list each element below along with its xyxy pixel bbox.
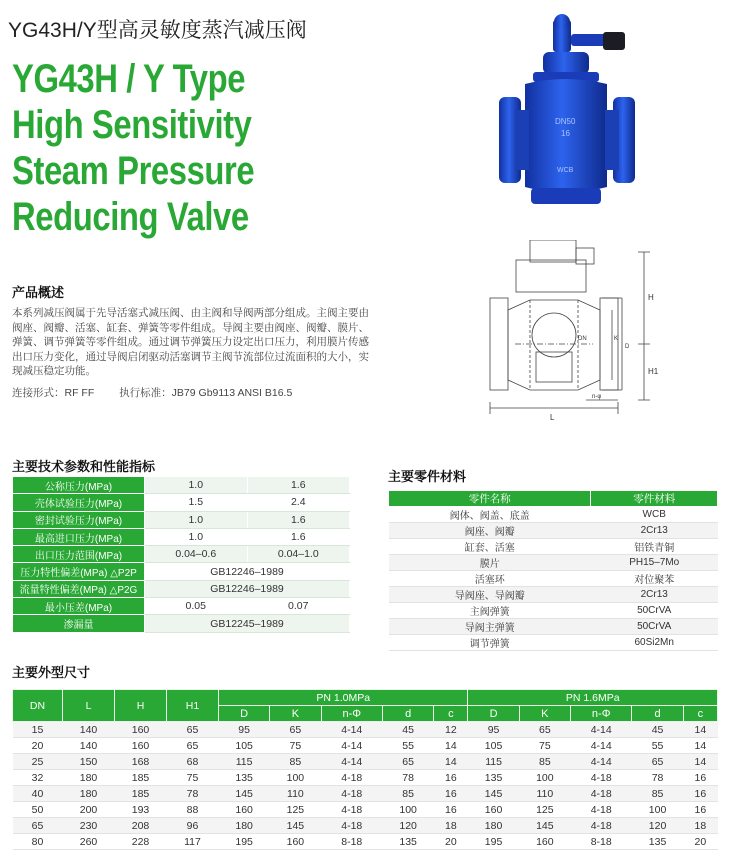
dims-cell: 4-18 (570, 818, 631, 834)
spec-label: 公称压力(MPa) (13, 477, 145, 494)
part-name: 阀体、阀盖、底盖 (389, 507, 591, 523)
spec-row (13, 528, 350, 545)
dims-cell: 185 (115, 770, 167, 786)
title-line-4: Reducing Valve (12, 195, 249, 239)
parts-row (389, 555, 718, 571)
dims-subheader: D (219, 706, 270, 722)
dims-cell: 75 (167, 770, 219, 786)
dims-cell: 4-18 (321, 770, 382, 786)
dims-cell: 16 (434, 786, 468, 802)
connection-type: 连接形式：RF FF (12, 387, 95, 399)
part-material: 2Cr13 (591, 587, 718, 603)
dims-cell: 16 (434, 770, 468, 786)
part-name: 活塞环 (389, 571, 591, 587)
dims-cell: 85 (632, 786, 683, 802)
spec-value-b: 1.6 (247, 511, 350, 528)
overview-heading: 产品概述 (12, 285, 65, 300)
spec-row (13, 546, 350, 563)
parts-row (389, 587, 718, 603)
parts-row (389, 603, 718, 619)
spec-label: 渗漏量 (13, 615, 145, 632)
dims-subheader: c (683, 706, 717, 722)
dims-row (13, 754, 718, 770)
dims-cell: 185 (115, 786, 167, 802)
dims-header-h1: H1 (167, 690, 219, 722)
drawing-label-d: D (625, 344, 630, 350)
dims-cell: 100 (270, 770, 321, 786)
overview-text: 本系列减压阀属于先导活塞式减压阀、由主阀和导阀两部分组成。主阀主要由阀座、阀瓣、活塞、缸套、弹簧等零件组成。导阀主要由阀座、阀瓣、膜片、弹簧、调节弹簧等零件组成。通过调节弹簧压力设定出口压力，利用膜片传感出口压力变化，通过导阀启闭驱动活塞调节主阀节流部位过流面积的大小，实现减压稳定功能。 (12, 307, 369, 377)
spec-value: GB12245–1989 (145, 615, 350, 632)
dims-cell: 16 (683, 786, 717, 802)
dims-subheader: n-Φ (321, 706, 382, 722)
dims-header-h: H (115, 690, 167, 722)
spec-label: 压力特性偏差(MPa) △P2P (13, 563, 145, 580)
dims-cell: 180 (63, 770, 115, 786)
dims-cell: 40 (13, 786, 63, 802)
spec-label: 最小压差(MPa) (13, 598, 145, 615)
drawing-label-nphi: n-φ (592, 394, 602, 400)
dims-cell: 80 (13, 834, 63, 850)
spec-value-a: 0.04–0.6 (145, 546, 248, 563)
spec-table (12, 476, 350, 633)
spec-row (13, 477, 350, 494)
spec-row (13, 580, 350, 597)
part-material: 50CrVA (591, 619, 718, 635)
dims-row (13, 834, 718, 850)
dims-cell: 125 (270, 802, 321, 818)
dims-cell: 195 (468, 834, 519, 850)
dims-cell: 78 (167, 786, 219, 802)
dims-subheader: D (468, 706, 519, 722)
dims-cell: 16 (683, 802, 717, 818)
dims-cell: 4-14 (570, 754, 631, 770)
part-material: 2Cr13 (591, 523, 718, 539)
dims-cell: 78 (383, 770, 434, 786)
part-material: 铝铁青铜 (591, 539, 718, 555)
dims-cell: 65 (383, 754, 434, 770)
dims-cell: 45 (383, 722, 434, 738)
drawing-label-k: K (614, 336, 619, 342)
dims-cell: 160 (519, 834, 570, 850)
dims-cell: 16 (683, 770, 717, 786)
dims-cell: 180 (468, 818, 519, 834)
dims-cell: 145 (219, 786, 270, 802)
dims-cell: 193 (115, 802, 167, 818)
dims-cell: 20 (13, 738, 63, 754)
dims-cell: 4-14 (570, 722, 631, 738)
parts-row (389, 523, 718, 539)
dims-cell: 117 (167, 834, 219, 850)
dims-cell: 85 (519, 754, 570, 770)
dims-cell: 140 (63, 722, 115, 738)
dims-cell: 115 (219, 754, 270, 770)
dims-cell: 8-18 (321, 834, 382, 850)
valve-model-label: DN50 (555, 117, 576, 126)
dims-cell: 65 (519, 722, 570, 738)
drawing-label-dn: DN (578, 336, 587, 342)
dims-cell: 145 (270, 818, 321, 834)
spec-label: 壳体试验压力(MPa) (13, 494, 145, 511)
spec-value-a: 1.0 (145, 528, 248, 545)
dims-cell: 65 (167, 738, 219, 754)
dims-cell: 140 (63, 738, 115, 754)
dims-cell: 135 (632, 834, 683, 850)
dims-cell: 125 (519, 802, 570, 818)
dims-cell: 228 (115, 834, 167, 850)
drawing-label-h: H (648, 293, 654, 302)
spec-value: GB12246–1989 (145, 563, 350, 580)
dims-cell: 14 (683, 754, 717, 770)
parts-row (389, 571, 718, 587)
dims-cell: 14 (683, 722, 717, 738)
dims-cell: 4-18 (570, 770, 631, 786)
dims-cell: 14 (434, 754, 468, 770)
dims-row (13, 802, 718, 818)
dims-cell: 14 (683, 738, 717, 754)
dims-cell: 200 (63, 802, 115, 818)
dims-cell: 68 (167, 754, 219, 770)
parts-row (389, 635, 718, 651)
dims-cell: 230 (63, 818, 115, 834)
dims-cell: 88 (167, 802, 219, 818)
spec-label: 最高进口压力(MPa) (13, 528, 145, 545)
dims-heading: 主要外型尺寸 (12, 665, 91, 680)
dims-header-pn-b: PN 1.6MPa (468, 690, 718, 706)
title-line-1: YG43H / Y Type (12, 57, 246, 101)
dims-cell: 4-14 (570, 738, 631, 754)
dims-row (13, 770, 718, 786)
dims-cell: 4-14 (321, 722, 382, 738)
dims-cell: 65 (13, 818, 63, 834)
dims-cell: 160 (115, 738, 167, 754)
part-name: 调节弹簧 (389, 635, 591, 651)
dims-cell: 45 (632, 722, 683, 738)
part-name: 导阀主弹簧 (389, 619, 591, 635)
part-material: WCB (591, 507, 718, 523)
spec-row (13, 615, 350, 632)
dims-table (12, 689, 718, 850)
dims-cell: 120 (632, 818, 683, 834)
dims-subheader: K (270, 706, 321, 722)
dims-row (13, 738, 718, 754)
dims-cell: 100 (519, 770, 570, 786)
part-material: 50CrVA (591, 603, 718, 619)
dims-cell: 160 (219, 802, 270, 818)
spec-row (13, 563, 350, 580)
dims-row (13, 722, 718, 738)
valve-material-label: WCB (557, 167, 574, 174)
spec-row (13, 511, 350, 528)
valve-product-image (495, 12, 655, 212)
valve-technical-drawing (470, 240, 685, 430)
spec-value-a: 1.0 (145, 477, 248, 494)
dims-cell: 4-18 (321, 786, 382, 802)
dims-cell: 4-14 (321, 738, 382, 754)
spec-heading: 主要技术参数和性能指标 (12, 459, 156, 474)
valve-pn-label: 16 (561, 129, 570, 138)
dims-cell: 260 (63, 834, 115, 850)
part-name: 膜片 (389, 555, 591, 571)
dims-cell: 95 (468, 722, 519, 738)
dims-cell: 195 (219, 834, 270, 850)
spec-value-a: 0.05 (145, 598, 248, 615)
dims-cell: 115 (468, 754, 519, 770)
dims-cell: 180 (63, 786, 115, 802)
parts-header-material: 零件材料 (591, 491, 718, 507)
dims-cell: 20 (683, 834, 717, 850)
dims-cell: 78 (632, 770, 683, 786)
spec-label: 密封试验压力(MPa) (13, 511, 145, 528)
dims-cell: 50 (13, 802, 63, 818)
dims-cell: 55 (632, 738, 683, 754)
dims-cell: 75 (519, 738, 570, 754)
spec-row (13, 494, 350, 511)
dims-cell: 75 (270, 738, 321, 754)
dims-header-dn: DN (13, 690, 63, 722)
dims-header-l: L (63, 690, 115, 722)
part-material: 对位聚苯 (591, 571, 718, 587)
dims-cell: 135 (468, 770, 519, 786)
parts-row (389, 507, 718, 523)
dims-row (13, 818, 718, 834)
dims-cell: 32 (13, 770, 63, 786)
dims-cell: 12 (434, 722, 468, 738)
dims-cell: 100 (383, 802, 434, 818)
dims-cell: 110 (270, 786, 321, 802)
dims-cell: 65 (632, 754, 683, 770)
dims-header-pn-a: PN 1.0MPa (219, 690, 468, 706)
spec-value-b: 0.04–1.0 (247, 546, 350, 563)
dims-cell: 4-18 (321, 818, 382, 834)
spec-value-b: 1.6 (247, 477, 350, 494)
parts-heading: 主要零件材料 (388, 469, 467, 484)
dims-cell: 150 (63, 754, 115, 770)
part-name: 缸套、活塞 (389, 539, 591, 555)
drawing-label-l: L (550, 413, 555, 422)
spec-value-a: 1.5 (145, 494, 248, 511)
dims-cell: 95 (219, 722, 270, 738)
dims-cell: 55 (383, 738, 434, 754)
dims-cell: 96 (167, 818, 219, 834)
standard-spec: 执行标准：JB79 Gb9113 ANSI B16.5 (119, 387, 293, 399)
parts-table (388, 490, 718, 651)
dims-cell: 4-18 (570, 802, 631, 818)
dims-cell: 145 (468, 786, 519, 802)
dims-cell: 168 (115, 754, 167, 770)
dims-cell: 65 (270, 722, 321, 738)
part-material: 60Si2Mn (591, 635, 718, 651)
dims-cell: 85 (270, 754, 321, 770)
dims-cell: 135 (383, 834, 434, 850)
spec-value-b: 2.4 (247, 494, 350, 511)
dims-cell: 145 (519, 818, 570, 834)
title-line-2: High Sensitivity (12, 103, 252, 147)
title-line-3: Steam Pressure (12, 149, 255, 193)
dims-cell: 15 (13, 722, 63, 738)
spec-value-a: 1.0 (145, 511, 248, 528)
dims-cell: 18 (434, 818, 468, 834)
title-english (12, 56, 254, 240)
dims-cell: 120 (383, 818, 434, 834)
dims-cell: 14 (434, 738, 468, 754)
parts-header-name: 零件名称 (389, 491, 591, 507)
dims-subheader: d (383, 706, 434, 722)
dims-cell: 4-18 (570, 786, 631, 802)
dims-subheader: K (519, 706, 570, 722)
part-material: PH15–7Mo (591, 555, 718, 571)
dims-cell: 16 (434, 802, 468, 818)
dims-cell: 180 (219, 818, 270, 834)
dims-cell: 65 (167, 722, 219, 738)
part-name: 阀座、阀瓣 (389, 523, 591, 539)
dims-cell: 110 (519, 786, 570, 802)
spec-row (13, 598, 350, 615)
spec-value-b: 0.07 (247, 598, 350, 615)
spec-label: 流量特性偏差(MPa) △P2G (13, 580, 145, 597)
dims-cell: 105 (219, 738, 270, 754)
spec-label: 出口压力范围(MPa) (13, 546, 145, 563)
connection-standard-line (12, 385, 296, 400)
dims-cell: 105 (468, 738, 519, 754)
part-name: 导阀座、导阀瓣 (389, 587, 591, 603)
dims-cell: 25 (13, 754, 63, 770)
dims-cell: 135 (219, 770, 270, 786)
spec-value: GB12246–1989 (145, 580, 350, 597)
dims-cell: 160 (270, 834, 321, 850)
dims-cell: 18 (683, 818, 717, 834)
dims-cell: 160 (468, 802, 519, 818)
dims-cell: 208 (115, 818, 167, 834)
dims-cell: 100 (632, 802, 683, 818)
dims-cell: 4-18 (321, 802, 382, 818)
dims-subheader: n-Φ (570, 706, 631, 722)
title-chinese: YG43H/Y型高灵敏度蒸汽减压阀 (8, 19, 307, 42)
dims-cell: 4-14 (321, 754, 382, 770)
parts-row (389, 539, 718, 555)
dims-cell: 85 (383, 786, 434, 802)
spec-value-b: 1.6 (247, 528, 350, 545)
dims-cell: 160 (115, 722, 167, 738)
dims-row (13, 786, 718, 802)
dims-cell: 8-18 (570, 834, 631, 850)
drawing-label-h1: H1 (648, 367, 659, 376)
part-name: 主阀弹簧 (389, 603, 591, 619)
parts-row (389, 619, 718, 635)
dims-subheader: c (434, 706, 468, 722)
dims-subheader: d (632, 706, 683, 722)
dims-cell: 20 (434, 834, 468, 850)
